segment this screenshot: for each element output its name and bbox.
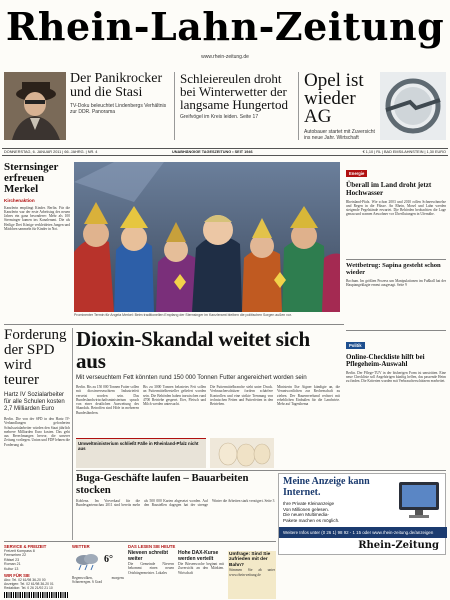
buga-story[interactable]	[76, 473, 276, 537]
buga-text: Koblenz. Im Vorverkauf für die Bundesgartenschau 2011 sind bereits mehr als 500 000 Karten abgesetzt worden. Auf den Baustellen dagegen hat der strenge Winter die Arbeiten stark verzögert. Seite 3	[76, 499, 275, 508]
monitor-icon	[397, 480, 441, 520]
spd-story[interactable]	[4, 328, 70, 540]
divider	[4, 541, 276, 542]
hochwasser-text: Rheinland-Pfalz. Wie schon 2003 und 2010 rollen Schneeschmelze und Regen in die Flüsse. An Rhein, Mosel und Lahn werden steigende Pegelstände erwartet. Die Behörden beobachten die Lage genau und warnen Anwohner vor Überflutungen in Ufernähe.	[346, 199, 446, 217]
wir-title: WIR FÜR SIE	[4, 573, 30, 579]
spd-headline: Forderung der SPD wird teurer	[4, 327, 67, 388]
divider	[346, 259, 446, 260]
teaser-lindenberg[interactable]	[70, 72, 170, 142]
wir-item: Abo: Tel. 02 61/98 36-20 00	[4, 578, 46, 583]
divider	[346, 330, 446, 331]
opel-logo	[380, 72, 446, 140]
lindenberg-photo	[4, 72, 66, 140]
service-box	[4, 544, 68, 596]
ad-item: Ihre Private Kleinanzeige	[283, 501, 335, 506]
egg-icon	[210, 438, 274, 468]
tagline: UNABHÄNGIGE TAGESZEITUNG • SEIT 1946	[172, 150, 253, 154]
ad-item: Die neuen Multimedia-	[283, 512, 329, 518]
weather-text: Regenwolken, morgens Schneeregen. 6 Grad	[72, 576, 124, 585]
divider	[4, 324, 344, 325]
heute-head-3: Umfrage: Sind Sie zufrieden mit der Bahn?	[229, 552, 271, 568]
info-bar	[2, 148, 448, 156]
heute-text-1: Die Gemeinde Nievern bekommt einen neuen Ortsbürgermeister. Lokales	[128, 562, 174, 575]
ad-brand: Rhein-Zeitung	[358, 540, 439, 551]
pflegeheim-headline: Online-Checkliste hilft bei Pflegeheim-Auswahl	[346, 352, 425, 369]
ad-device-image	[397, 480, 441, 520]
service-title: SERVICE & FREIZEIT	[4, 544, 47, 549]
service-item[interactable]: Fernsehen 22	[4, 553, 27, 558]
dioxin-text-col3: Die Futtermittelbranche steht unter Druck. Verbraucherschützer fordern schärfere Kontrollen und eine strikte Trennung von technischen Fetten und Futterfetten in den Betrieben.	[210, 385, 273, 407]
main-photo[interactable]	[74, 162, 340, 312]
ad-item: Pakete machen es möglich.	[283, 517, 340, 523]
heute-head-2: Hohe DAX-Kurse werden verteilt	[178, 550, 219, 562]
ad-cta[interactable]: Weitere Infos unter (0 26 1) 98 92 - 1 15 oder www.rhein-zeitung.de/anzeigen	[279, 527, 447, 538]
ad-box[interactable]	[278, 473, 446, 555]
divider	[72, 328, 73, 540]
dioxin-text-col1: Berlin. Bis zu 150 000 Tonnen Futter sollen mit dioxinverseuchtem Industriefett versetzt worden sein. Das Bundeslandwirtschaftsministerium sprach von einer deutlichen Ausweitung des Skandals. Betroffen sind Höfe in mehreren Bundesländern.	[76, 385, 139, 415]
issue-date: DONNERSTAG, 6. JANUAR 2011 | 66. JAHRG. | NR. 4	[4, 150, 98, 154]
teaser-eulen[interactable]	[180, 72, 294, 142]
service-item[interactable]: Kultur 13	[4, 566, 19, 571]
dioxin-info-box	[76, 438, 206, 468]
teaser-subline: TV-Doku beleuchtet Lindenbergs Verhältnis zur DDR. Panorama	[70, 103, 167, 115]
service-item[interactable]: Rätsel 23	[4, 557, 20, 562]
weather-temp: 6°	[104, 554, 113, 565]
dioxin-text-col4: Ministerin Ilse Aigner kündigte an, die Verantwortlichen zur Rechenschaft zu ziehen. Der Bauernverband rechnet mit erheblichen Einbußen für die Landwirte. Mehr auf Tagesthema	[277, 385, 340, 407]
barcode	[4, 592, 68, 598]
section-label-energie: Energie	[346, 170, 367, 177]
spd-subline: Hartz IV Sozialarbeiter für alle Schulen kosten 2,7 Milliarden Euro	[4, 392, 65, 412]
wir-list	[4, 578, 68, 591]
ad-items	[283, 501, 393, 523]
sternsinger-kicker: Kirchenaktion	[4, 198, 35, 203]
service-list	[4, 549, 68, 571]
right-column-mid[interactable]	[346, 330, 446, 466]
photo-caption: Prominenter Termin für Angela Merkel: Beim traditionellen Empfang der Sternsinger im Kanzleramt bleiben die politischen Sorgen außen vor.	[74, 313, 292, 317]
heute-head-1: Nieveen schreibt weiter	[128, 550, 169, 562]
weather-title: WETTER	[72, 544, 90, 549]
heute-text-3: Stimmen Sie ab unter www.rhein-zeitung.de	[229, 568, 275, 577]
dioxin-box-title: Umweltministerium schließt Fälle in Rheinland-Pfalz nicht aus	[78, 441, 199, 451]
price-info: € 1,10 | RL | BAD EMS/LAHNSTEIN | 1,30 EURO	[362, 150, 446, 154]
sapina-text: Bochum. Im größten Prozess um Manipulationen im Fußball hat der Hauptangeklagte erneut ausgesagt. Seite 9	[346, 278, 446, 287]
section-label-politik: Politik	[346, 342, 365, 349]
dioxin-subline: Mit verseuchtem Fett könnten rund 150 000 Tonnen Futter angereichert worden sein	[76, 374, 307, 381]
dioxin-text-col2: Bis zu 3000 Tonnen belastetes Fett sollen an Futtermittelhersteller geliefert worden sein. Die Behörden haben inzwischen rund 4700 Betriebe gesperrt. Eier, Fleisch und Milch werden untersucht.	[143, 385, 206, 407]
divider	[298, 72, 299, 140]
divider	[76, 470, 446, 471]
right-column-top[interactable]	[346, 162, 446, 327]
website-url[interactable]: www.rhein-zeitung.de	[201, 54, 249, 60]
wir-item: Anzeigen: Tel. 02 61/98 36-20 01	[4, 582, 54, 587]
pflegeheim-text: Berlin. Der Pflege-TÜV in der bisherigen Form ist umstritten. Eine neue Checkliste soll Angehörigen künftig helfen, das passende Heim zu finden. Die Kriterien wurden mit Verbraucherschützern erarbeitet.	[346, 370, 446, 384]
service-item[interactable]: Roman 21	[4, 562, 21, 567]
hochwasser-headline: Überall im Land droht jetzt Hochwasser	[346, 181, 432, 197]
sternsinger-text: Kanzlerin empfängt Kinder. Berlin. Für die Kanzlerin war der erste Arbeitstag des neuen Jahres ein ganz besonderer: Mehr als 100 Sternsinger kamen ins Kanzleramt. Die als Heilige Drei Könige verkleideten Jungen und Mädchen sammeln für Kinder in Not.	[4, 205, 70, 232]
teaser-subline: Autobauer startet mit Zuversicht ins neue Jahr. Wirtschaft	[304, 129, 375, 141]
weather-box[interactable]	[72, 544, 124, 598]
ad-headline: Meine Anzeige kann Internet.	[283, 476, 370, 498]
sternsinger-photo	[74, 162, 340, 312]
heute-box[interactable]	[128, 544, 276, 598]
teaser-headline: Der Panikrocker und die Stasi	[70, 71, 163, 100]
teaser-headline: Opel ist wieder AG	[304, 70, 364, 127]
divider	[174, 72, 175, 140]
cloud-rain-icon	[72, 551, 102, 571]
teaser-photo-lindenberg[interactable]	[4, 72, 66, 142]
heute-title: DAS LESEN SIE HEUTE	[128, 544, 176, 549]
teaser-subline: Greifvögel im Kreis leiden. Seite 17	[180, 114, 259, 120]
sternsinger-story[interactable]	[4, 162, 70, 312]
opel-logo-icon	[380, 72, 446, 140]
service-item[interactable]: Freizeit Kompass 8	[4, 549, 35, 553]
sapina-headline: Wettbetrug: Sapina gesteht schon wieder	[346, 262, 441, 277]
teaser-opel[interactable]	[304, 72, 376, 142]
ad-item: Von Millionen gelesen.	[283, 506, 329, 512]
masthead	[0, 0, 450, 60]
sternsinger-headline: Sternsinger erfreuen Merkel	[4, 161, 59, 195]
dioxin-headline: Dioxin-Skandal weitet sich aus	[76, 327, 310, 373]
heute-text-2: Die Börsenwoche beginnt mit Zuversicht an den Märkten. Wirtschaft	[178, 562, 224, 575]
egg-graphic	[210, 438, 274, 468]
teaser-headline: Schleiereulen droht bei Winterwetter der langsame Hungertod	[180, 71, 288, 112]
wir-item: Redaktion: Tel. 0 26 21/92 21 10	[4, 586, 53, 591]
newspaper-title: Rhein-Lahn-Zeitung	[5, 4, 445, 49]
buga-headline: Buga-Geschäfte laufen – Bauarbeiten stocken	[76, 472, 249, 496]
spd-text: Berlin. Die von der SPD in den Hartz IV-Verhandlungen geforderten Schulsozialarbeiter würden den Staat jährlich mehrere Milliarden Euro kosten. Das geht aus Berechnungen hervor, die unserer Zeitung vorliegen. Union und FDP lehnen die Forderung ab.	[4, 417, 70, 447]
